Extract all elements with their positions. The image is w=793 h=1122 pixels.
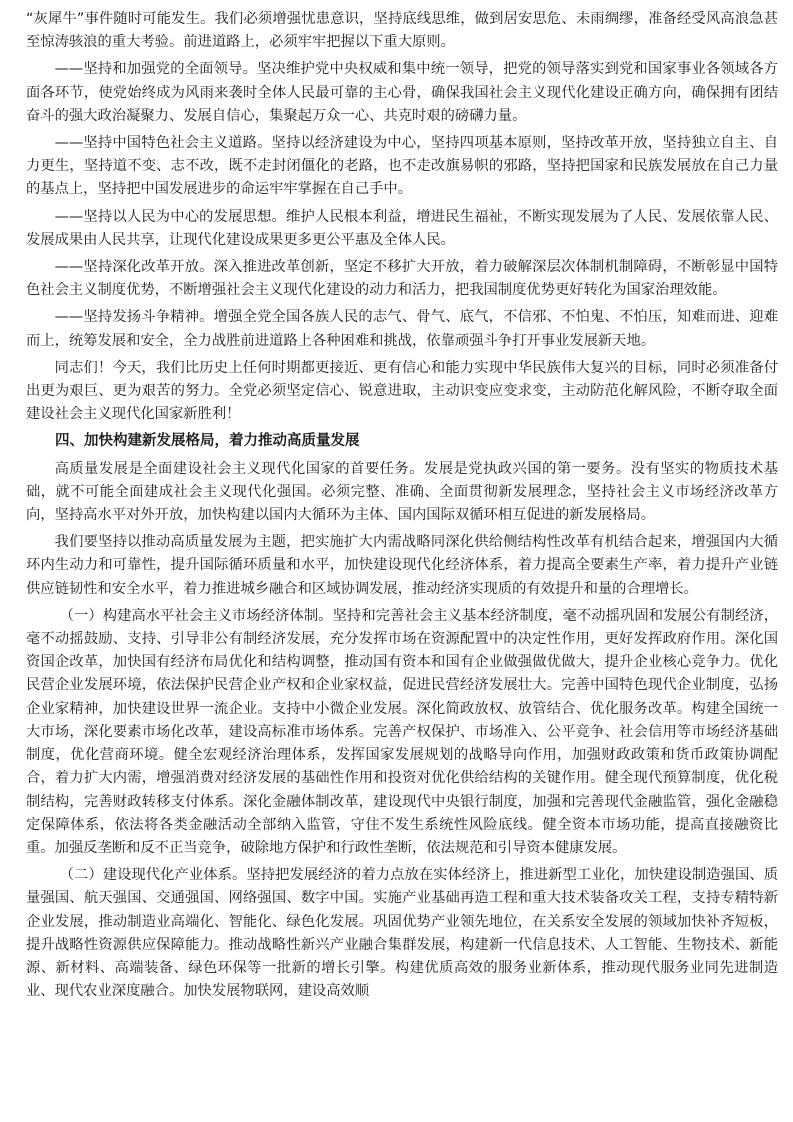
document-page (26, 8, 778, 1007)
principle-reform-opening: ——坚持深化改革开放。深入推进改革创新，坚定不移扩大开放，着力破解深层次体制机制障碍，不断彰显中国特色社会主义制度优势，不断增强社会主义现代化建设的动力和活力，把我国制度优势更好转化为国家治理效能。 (26, 259, 778, 299)
principle-socialist-road: ——坚持中国特色社会主义道路。坚持以经济建设为中心，坚持四项基本原则，坚持改革开放，坚持独立自主、自力更生，坚持道不变、志不改，既不走封闭僵化的老路，也不走改旗易帜的邪路，坚持把国家和民族发展放在自己力量的基点上，坚持把中国发展进步的命运牢牢掌握在自己手中。 (26, 135, 778, 198)
section-heading: 四、加快构建新发展格局，着力推动高质量发展 (55, 433, 360, 450)
principle-fighting-spirit: ——坚持发扬斗争精神。增强全党全国各族人民的志气、骨气、底气，不信邪、不怕鬼、不怕压，知难而进、迎难而上，统筹发展和安全，全力战胜前进道路上各种困难和挑战，依靠顽强斗争打开事业发展新天地。 (26, 309, 778, 349)
principle-party-leadership: ——坚持和加强党的全面领导。坚决维护党中央权威和集中统一领导，把党的领导落实到党和国家事业各领域各方面各环节，使党始终成为风雨来袭时全体人民最可靠的主心骨，确保我国社会主义现代化建设正确方向，确保拥有团结奋斗的强大政治凝聚力、发展自信心，集聚起万众一心、共克时艰的磅礴力量。 (26, 61, 778, 124)
paragraph-intro: “灰犀牛”事件随时可能发生。我们必须增强忧患意识，坚持底线思维，做到居安思危、未雨绸缪，准备经受风高浪急甚至惊涛骇浪的重大考验。前进道路上，必须牢牢把握以下重大原则。 (26, 11, 778, 51)
paragraph-comrades: 同志们！今天，我们比历史上任何时期都更接近、更有信心和能力实现中华民族伟大复兴的目标，同时必须准备付出更为艰巨、更为艰苦的努力。全党必须坚定信心、锐意进取，主动识变应变求变，主动防范化解风险，不断夺取全面建设社会主义现代化国家新胜利！ (26, 359, 778, 423)
principle-people-centered: ——坚持以人民为中心的发展思想。维护人民根本利益，增进民生福祉，不断实现发展为了人民、发展依靠人民、发展成果由人民共享，让现代化建设成果更多更公平惠及全体人民。 (26, 208, 778, 248)
paragraph-development-theme: 我们要坚持以推动高质量发展为主题，把实施扩大内需战略同深化供给侧结构性改革有机结合起来，增强国内大循环内生动力和可靠性，提升国际循环质量和水平，加快建设现代化经济体系，着力提高全要素生产率，着力提升产业链供应链韧性和安全水平，着力推进城乡融合和区域协调发展，推动经济实现质的有效提升和量的合理增长。 (26, 534, 778, 597)
subsection-market-economy: （一）构建高水平社会主义市场经济体制。坚持和完善社会主义基本经济制度，毫不动摇巩固和发展公有制经济，毫不动摇鼓励、支持、引导非公有制经济发展，充分发挥市场在资源配置中的决定性作用，更好发挥政府作用。深化国资国企改革，加快国有经济布局优化和结构调整，推动国有资本和国有企业做强做优做大，提升企业核心竞争力。优化民营企业发展环境，依法保护民营企业产权和企业家权益，促进民营经济发展壮大。完善中国特色现代企业制度，弘扬企业家精神，加快建设世界一流企业。支持中小微企业发展。深化简政放权、放管结合、优化服务改革。构建全国统一大市场，深化要素市场化改革，建设高标准市场体系。完善产权保护、市场准入、公平竞争、社会信用等市场经济基础制度，优化营商环境。健全宏观经济治理体系，发挥国家发展规划的战略导向作用，加强财政政策和货币政策协调配合，着力扩大内需，增强消费对经济发展的基础性作用和投资对优化供给结构的关键作用。健全现代预算制度，优化税制结构，完善财政转移支付体系。深化金融体制改革，建设现代中央银行制度，加强和完善现代金融监管，强化金融稳定保障体系，依法将各类金融活动全部纳入监管，守住不发生系统性风险底线。健全资本市场功能，提高直接融资比重。加强反垄断和反不正当竞争，破除地方保护和行政性垄断，依法规范和引导资本健康发展。 (26, 607, 778, 856)
paragraph-high-quality-development: 高质量发展是全面建设社会主义现代化国家的首要任务。发展是党执政兴国的第一要务。没有坚实的物质技术基础，就不可能全面建成社会主义现代化强国。必须完整、准确、全面贯彻新发展理念，坚持社会主义市场经济改革方向，坚持高水平对外开放，加快构建以国内大循环为主体、国内国际双循环相互促进的新发展格局。 (26, 460, 778, 524)
subsection-industrial-system: （二）建设现代化产业体系。坚持把发展经济的着力点放在实体经济上，推进新型工业化，加快建设制造强国、质量强国、航天强国、交通强国、网络强国、数字中国。实施产业基础再造工程和重大技术装备攻关工程，支持专精特新企业发展，推动制造业高端化、智能化、绿色化发展。巩固优势产业领先地位，在关系安全发展的领域加快补齐短板，提升战略性资源供应保障能力。推动战略性新兴产业融合集群发展，构建新一代信息技术、人工智能、生物技术、新能源、新材料、高端装备、绿色环保等一批新的增长引擎。构建优质高效的服务业新体系，推动现代服务业同先进制造业、现代农业深度融合。加快发展物联网，建设高效顺 (26, 867, 778, 1000)
